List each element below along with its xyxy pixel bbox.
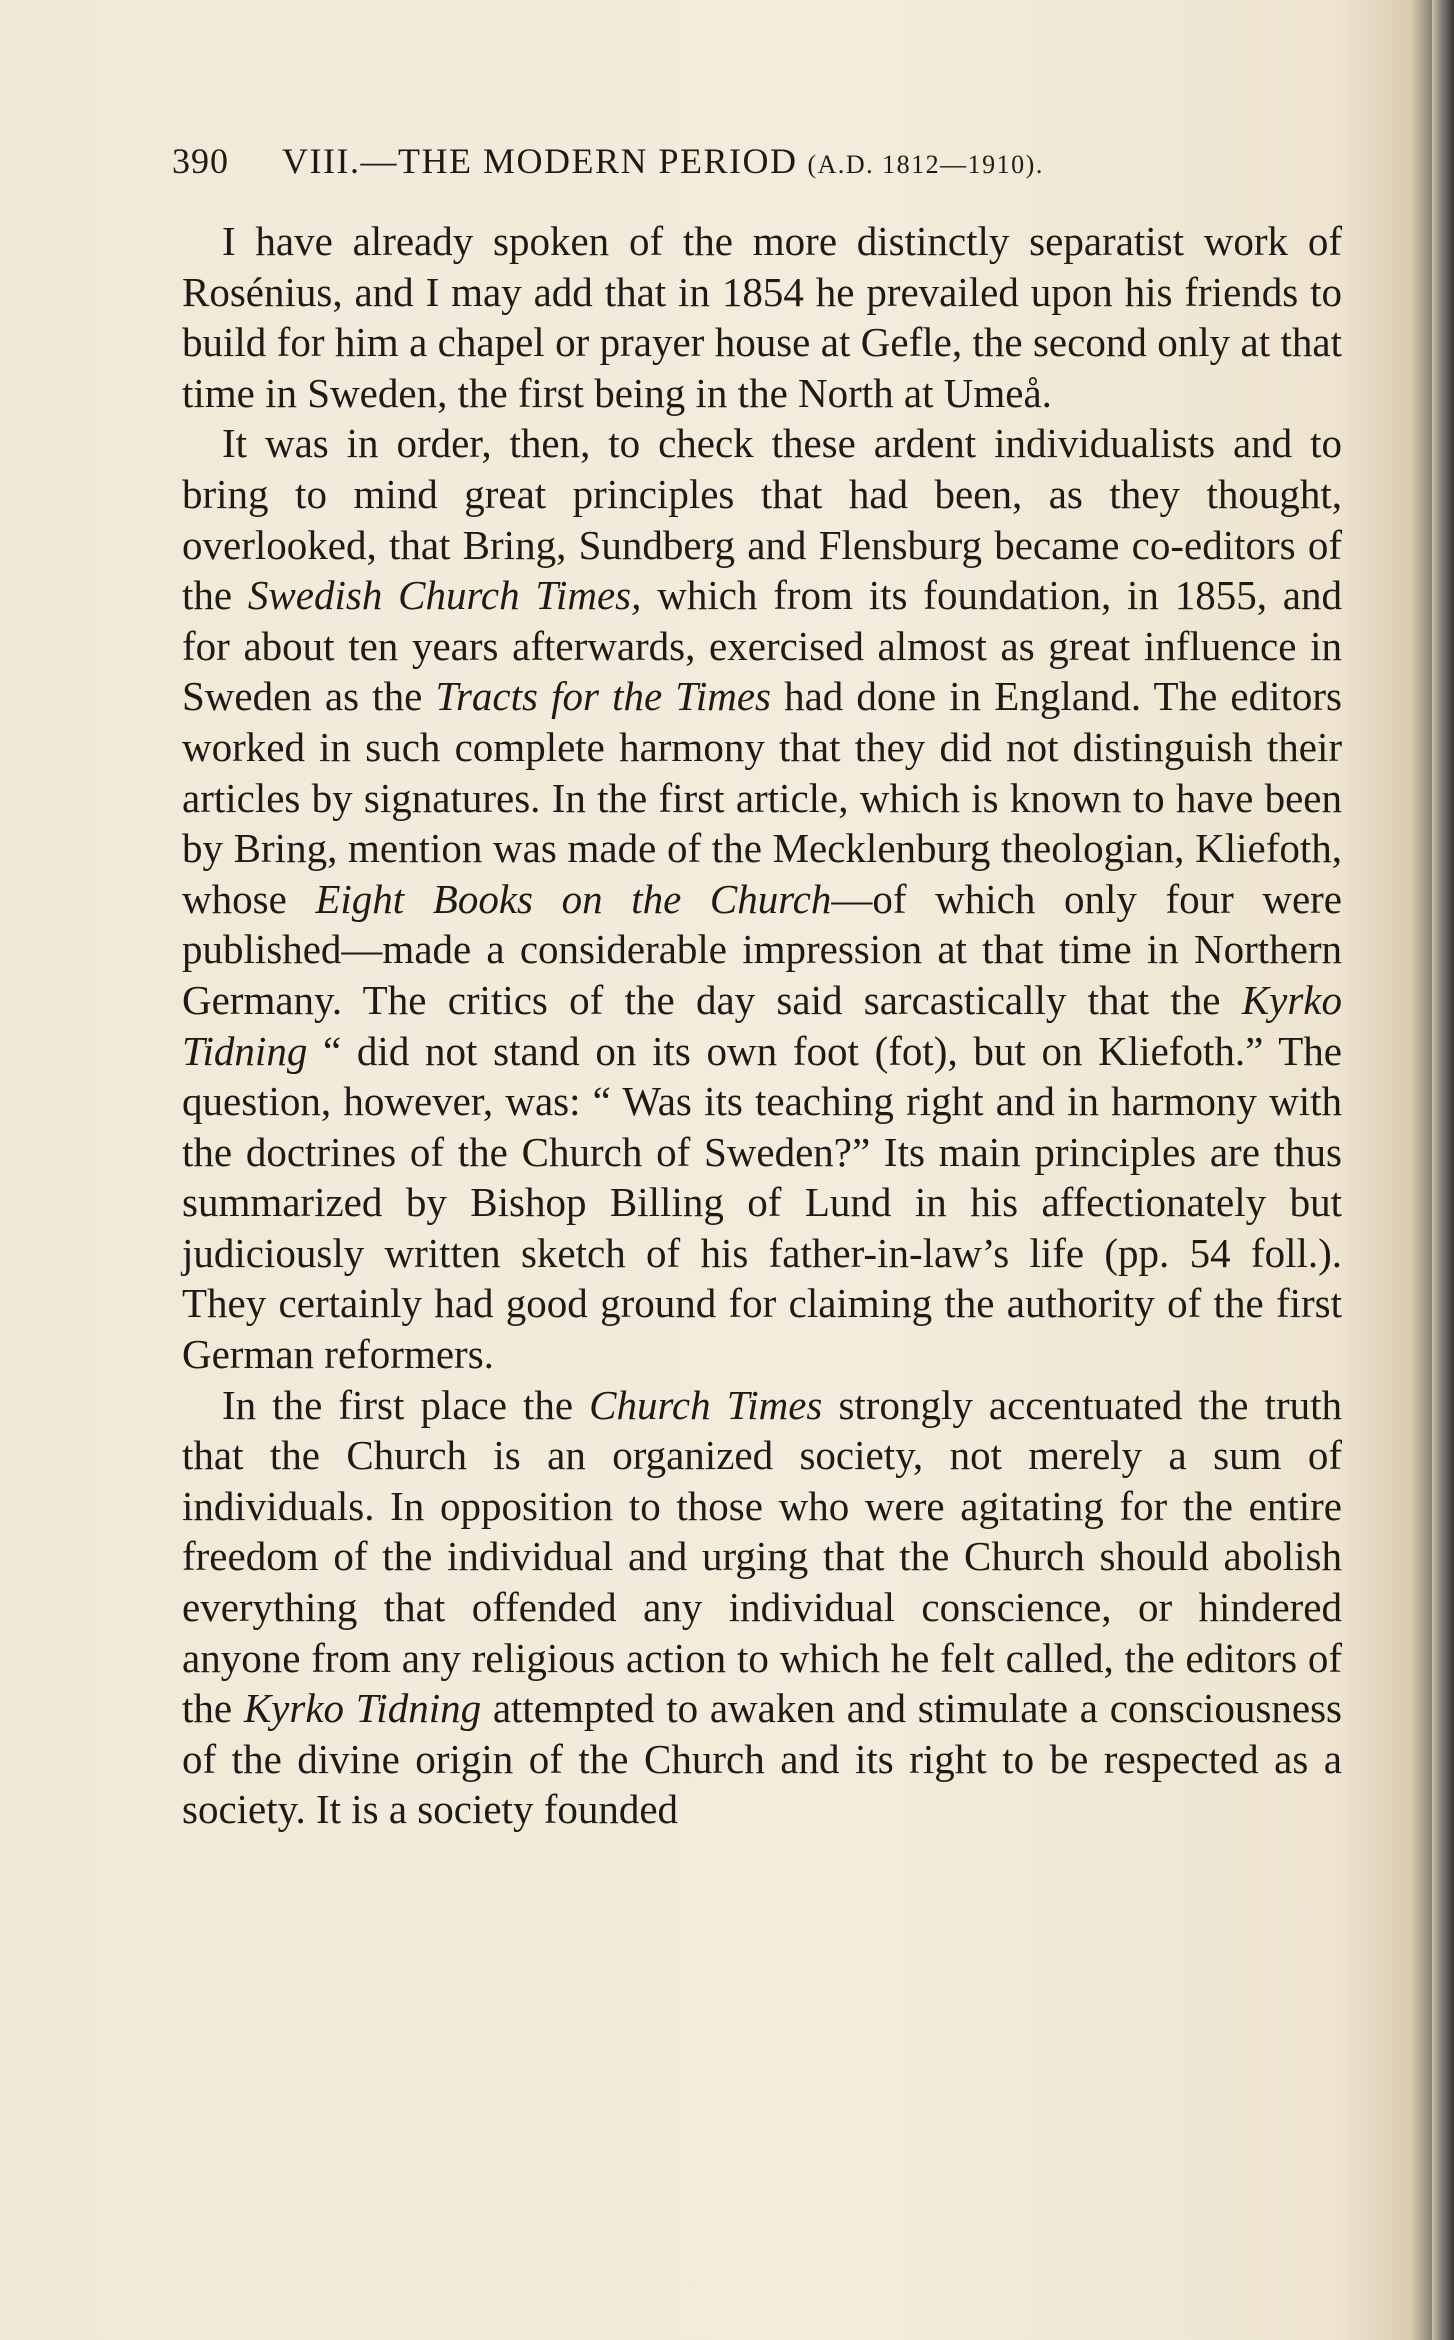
p2-text-e: “ did not stand on its own foot (fot), but on Kliefoth.” The question, however, was: “ Was its teaching right and in harmony with the doctrines of the Church of Sweden?” Its main principles are thus summarized by Bishop Billing of Lund in his affectionately but judiciously written sketch of his father-in-law’s life (pp. 54 foll.). They certainly had good ground for claiming the authority of the first German reformers. (182, 1027, 1342, 1378)
p2-italic-swedish-church-times: Swedish Church Times, (247, 572, 642, 619)
p3-text-c: attempted to awaken and stimulate a consciousness of the divine origin of the Church and its right to be respected as a society. It is a society founded (182, 1685, 1342, 1833)
p2-text-d: —of which only four were published—made a considerable impression at that time in Northern Germany. The critics of the day said sarcastically that the (182, 875, 1343, 1023)
p2-italic-tracts: Tracts for the Times (435, 673, 771, 720)
paragraph-3 (182, 1380, 1342, 1835)
date-range: (A.D. 1812—1910). (807, 150, 1044, 179)
p2-text-b: which from its foundation, in 1855, and for about ten years afterwards, exercised almost as great influence in Sweden as the (182, 572, 1342, 720)
p3-text-b: strongly accentuated the truth that the Church is an organized society, not merely a sum of individuals. In opposition to those who were agitating for the entire freedom of the individual and urging that the Church should abolish everything that offended any individual conscience, or hindered anyone from any religious action to which he felt called, the editors of the (182, 1381, 1342, 1732)
paragraph-1: I have already spoken of the more distinctly separatist work of Rosénius, and I may add that in 1854 he prevailed upon his friends to build for him a chapel or prayer house at Gefle, the second only at that time in Sweden, the first being in the North at Umeå. (182, 218, 1342, 416)
body-text (182, 216, 1342, 1835)
page-edge (1432, 0, 1454, 2340)
p3-text-a: In the first place the (222, 1381, 590, 1428)
chapter-title: VIII.—THE MODERN PERIOD (282, 141, 798, 181)
p3-italic-church-times: Church Times (589, 1381, 823, 1428)
p2-text-c: had done in England. The editors worked in such complete harmony that they did not distinguish their articles by signatures. In the first article, which is known to have been by Bring, mention was made of the Mecklenburg theologian, Kliefoth, whose (182, 673, 1342, 922)
p2-text-a: It was in order, then, to check these ardent individualists and to bring to mind great principles that had been, as they thought, overlooked, that Bring, Sundberg and Flensburg became co-editors of the (182, 420, 1342, 619)
paragraph-2 (182, 418, 1342, 1379)
page-number: 390 (172, 141, 229, 181)
p2-italic-kyrko-tidning: Kyrko Tidning (182, 976, 1342, 1074)
running-header (172, 140, 1352, 182)
p3-italic-kyrko-tidning: Kyrko Tidning (243, 1685, 482, 1732)
p2-italic-eight-books: Eight Books on the Church (315, 875, 832, 922)
